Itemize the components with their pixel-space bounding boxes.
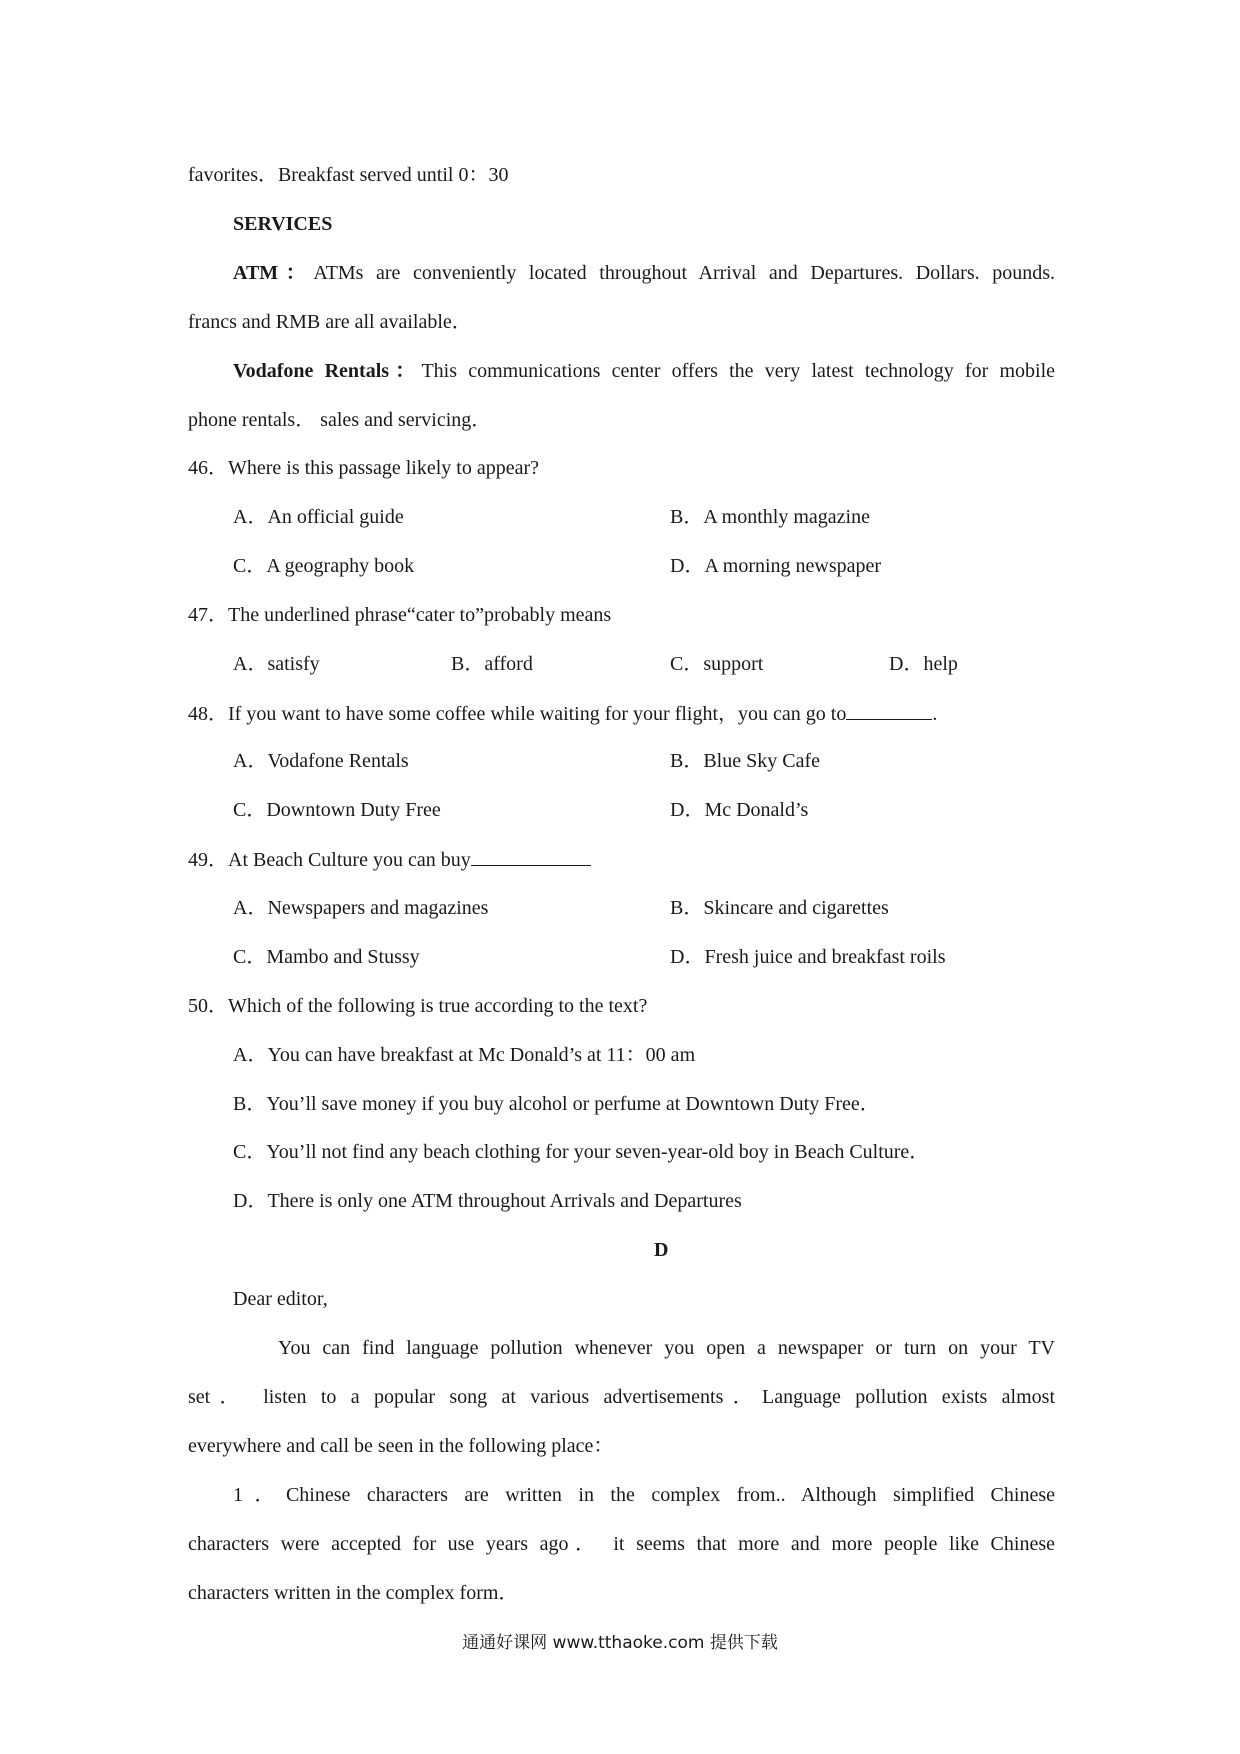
answer-blank xyxy=(471,847,591,866)
question-47-option-d: D．help xyxy=(889,653,958,675)
vodafone-text: This communications center offers the very latest technology for mobile xyxy=(421,360,1055,382)
question-48-option-a: A．Vodafone Rentals xyxy=(233,750,409,772)
paragraph-1-line-1: You can find language pollution whenever you open a newspaper or turn on your TV xyxy=(278,1337,1055,1359)
question-48-stem-end: . xyxy=(932,703,938,725)
paragraph-2-line-2: characters were accepted for use years ago． it seems that more and more people like Chinese xyxy=(188,1533,1055,1555)
question-46-option-c: C．A geography book xyxy=(233,555,415,577)
question-49-stem: 49．At Beach Culture you can buy xyxy=(188,849,471,871)
question-49-option-d: D．Fresh juice and breakfast roils xyxy=(670,946,946,968)
question-46-stem: 46．Where is this passage likely to appear? xyxy=(188,457,539,479)
question-48-option-d: D．Mc Donald’s xyxy=(670,799,809,821)
passage-d-heading: D xyxy=(654,1239,669,1261)
question-47-option-c: C．support xyxy=(670,653,764,675)
atm-paragraph-line-1 xyxy=(233,261,1055,285)
question-49-option-c: C．Mambo and Stussy xyxy=(233,946,420,968)
question-50-stem: 50．Which of the following is true according to the text? xyxy=(188,995,648,1017)
atm-paragraph-line-2: francs and RMB are all available． xyxy=(188,311,472,333)
question-46-option-d: D．A morning newspaper xyxy=(670,555,882,577)
question-46-option-b: B．A monthly magazine xyxy=(670,506,870,528)
question-46-option-a: A．An official guide xyxy=(233,506,404,528)
paragraph-1-line-3: everywhere and call be seen in the following place： xyxy=(188,1435,614,1457)
vodafone-label: Vodafone Rentals： xyxy=(233,360,422,382)
question-48-option-b: B．Blue Sky Cafe xyxy=(670,750,820,772)
question-50-option-c: C．You’ll not find any beach clothing for your seven-year-old boy in Beach Culture． xyxy=(233,1141,930,1163)
page-footer: 通通好课网 www.tthaoke.com 提供下载 xyxy=(462,1633,778,1653)
question-47-option-a: A．satisfy xyxy=(233,653,320,675)
question-49-option-a: A．Newspapers and magazines xyxy=(233,897,489,919)
vodafone-paragraph-line-2: phone rentals． sales and servicing． xyxy=(188,409,492,431)
letter-salutation: Dear editor, xyxy=(233,1288,328,1310)
answer-blank xyxy=(846,701,932,720)
question-49-option-b: B．Skincare and cigarettes xyxy=(670,897,889,919)
question-47-stem: 47．The underlined phrase“cater to”probably means xyxy=(188,604,612,626)
question-49-stem-line xyxy=(188,847,591,872)
paragraph-2-line-3: characters written in the complex form． xyxy=(188,1582,519,1604)
question-50-option-d: D．There is only one ATM throughout Arrivals and Departures xyxy=(233,1190,742,1212)
question-48-stem-line xyxy=(188,701,937,726)
atm-text: ATMs are conveniently located throughout Arrival and Departures. Dollars. pounds. xyxy=(313,262,1055,284)
question-48-stem: 48．If you want to have some coffee while waiting for your flight，you can go to xyxy=(188,703,847,725)
question-47-option-b: B．afford xyxy=(451,653,533,675)
question-50-option-a: A．You can have breakfast at Mc Donald’s at 11：00 am xyxy=(233,1044,696,1066)
services-heading: SERVICES xyxy=(233,213,333,235)
breakfast-line: favorites．Breakfast served until 0：30 xyxy=(188,164,509,186)
paragraph-1-line-2: set． listen to a popular song at various advertisements．Language pollution exists almost xyxy=(188,1386,1055,1408)
question-50-option-b: B．You’ll save money if you buy alcohol or perfume at Downtown Duty Free． xyxy=(233,1093,880,1115)
vodafone-paragraph-line-1 xyxy=(233,359,1055,383)
atm-label: ATM： xyxy=(233,262,314,284)
question-48-option-c: C．Downtown Duty Free xyxy=(233,799,441,821)
paragraph-2-line-1: 1．Chinese characters are written in the complex from.. Although simplified Chinese xyxy=(233,1484,1055,1506)
